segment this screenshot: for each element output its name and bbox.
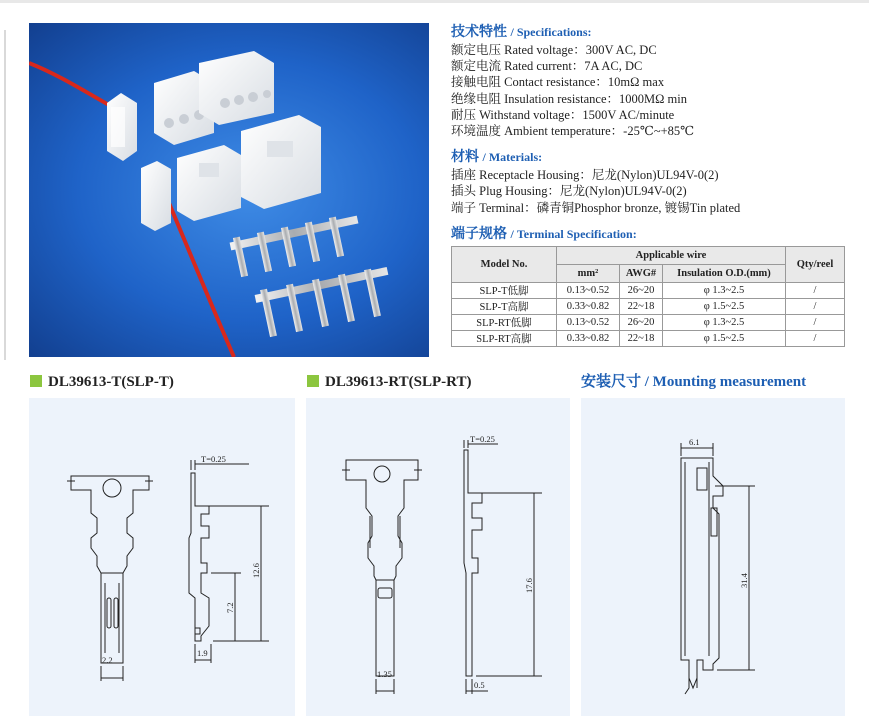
section-header-mounting [581,372,806,392]
spec-line: 环境温度 Ambient temperature：-25℃~+85℃ [451,124,695,139]
col-model: Model No. [452,246,557,282]
cell-od: φ 1.5~2.5 [663,298,786,314]
col-mm2: mm² [557,264,620,282]
terminal-spec-heading [451,224,861,244]
material-line: 插座 Receptacle Housing：尼龙(Nylon)UL94V-0(2) [451,168,719,183]
cell-awg: 26~20 [620,282,663,298]
left-rule [4,30,6,360]
dim-width-b: 0.5 [474,680,485,690]
section-header-label: DL39613-T(SLP-T) [48,374,174,390]
spec-line: 接触电阻 Contact resistance：10mΩ max [451,75,665,90]
cell-od: φ 1.3~2.5 [663,282,786,298]
dim-width-a: 2.2 [102,655,113,665]
dim-height: 12.6 [251,563,261,578]
terminal-spec-table [451,246,845,347]
green-square-icon [307,375,319,387]
drawing-panel-slp-rt [306,398,570,716]
table-row [452,314,845,330]
col-applicable-wire: Applicable wire [557,246,786,264]
spec-line: 耐压 Withstand voltage：1500V AC/minute [451,107,675,122]
cell-model: SLP-T低脚 [452,282,557,298]
cell-model: SLP-T高脚 [452,298,557,314]
specifications-heading-cn: 技术特性 [451,25,507,40]
cell-mm2: 0.33~0.82 [557,330,620,346]
section-header-slp-t [30,372,174,392]
section-header-label: DL39613-RT(SLP-RT) [325,374,472,390]
drawing-panel-mounting [581,398,845,716]
cell-od: φ 1.3~2.5 [663,314,786,330]
col-awg: AWG# [620,264,663,282]
dim-width-a: 1.35 [377,669,392,679]
cell-model: SLP-RT低脚 [452,314,557,330]
spec-line: 额定电流 Rated current：7A AC, DC [451,59,643,74]
cell-mm2: 0.13~0.52 [557,282,620,298]
dim-thickness: T=0.25 [470,434,495,444]
col-od: Insulation O.D.(mm) [663,264,786,282]
spec-line: 绝缘电阻 Insulation resistance：1000MΩ min [451,91,687,106]
specifications-heading [451,22,861,42]
dim-width-b: 1.9 [197,648,208,658]
drawing-panel-slp-t [29,398,295,716]
dim-height: 17.6 [524,578,534,593]
section-header-label: 安装尺寸 / Mounting measurement [581,374,807,390]
dim-height: 31.4 [739,573,749,588]
dim-thickness: T=0.25 [201,454,226,464]
cell-awg: 22~18 [620,330,663,346]
materials-heading [451,147,861,167]
spec-line: 额定电压 Rated voltage：300V AC, DC [451,43,657,57]
dim-width: 6.1 [689,437,700,447]
cell-mm2: 0.33~0.82 [557,298,620,314]
table-row [452,298,845,314]
cell-qty: / [786,282,845,298]
cell-qty: / [786,314,845,330]
cell-qty: / [786,298,845,314]
cell-mm2: 0.13~0.52 [557,314,620,330]
materials-heading-en: / Materials: [482,150,543,165]
cell-qty: / [786,330,845,346]
specifications-heading-en: / Specifications: [510,25,592,39]
cell-awg: 26~20 [620,314,663,330]
cell-awg: 22~18 [620,298,663,314]
cell-model: SLP-RT高脚 [452,330,557,346]
dim-mid: 7.2 [225,602,235,613]
terminal-spec-heading-cn: 端子规格 [451,226,507,242]
specifications-block [451,22,861,347]
top-border [0,0,869,3]
material-line: 端子 Terminal：磷青铜Phosphor bronze, 镀锡Tin plated [451,200,741,215]
materials-heading-cn: 材料 [451,150,479,166]
col-qty: Qty/reel [786,246,845,282]
material-line: 插头 Plug Housing：尼龙(Nylon)UL94V-0(2) [451,184,687,199]
table-row [452,282,845,298]
green-square-icon [30,375,42,387]
product-photo [29,23,429,357]
table-row [452,330,845,346]
cell-od: φ 1.5~2.5 [663,330,786,346]
section-header-slp-rt [307,372,471,392]
terminal-spec-heading-en: / Terminal Specification: [510,226,637,241]
